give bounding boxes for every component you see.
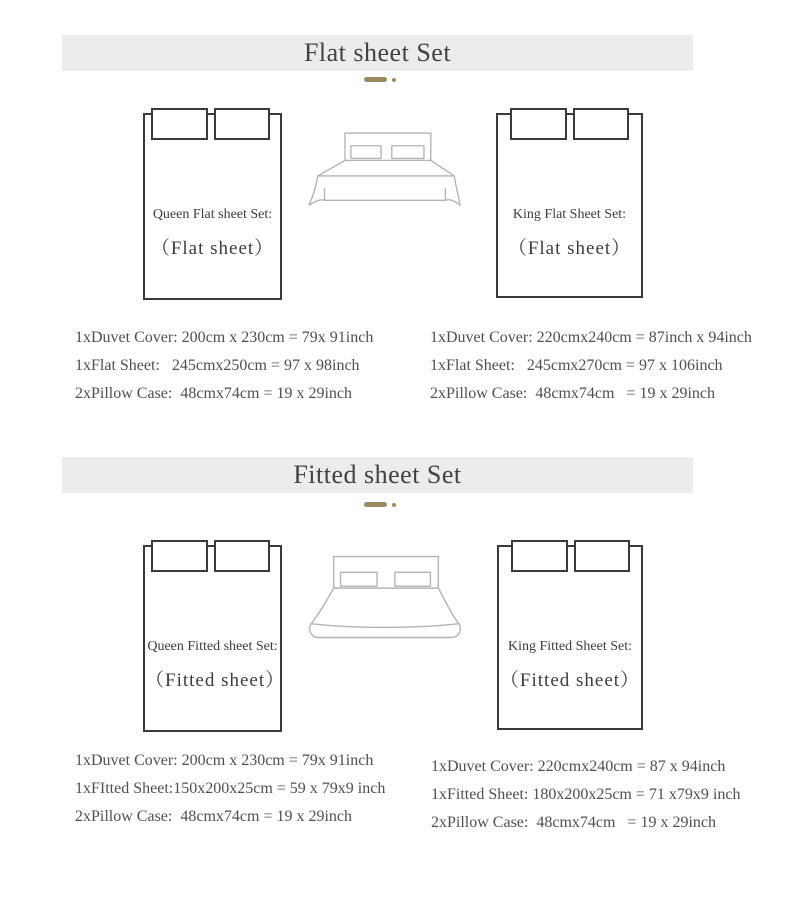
king-fitted-sheet-diagram	[497, 545, 643, 730]
spec-line: 2xPillow Case: 48cmx74cm = 19 x 29inch	[75, 385, 352, 402]
pillow-icon	[574, 540, 630, 572]
ornament-dash-icon	[364, 502, 387, 507]
pillow-icon	[214, 540, 270, 572]
pillow-icon	[151, 540, 208, 572]
queen-flat-sheet-diagram	[143, 113, 282, 300]
queen-fitted-spec-list	[75, 747, 385, 831]
diagram-subtitle: （Flat sheet）	[150, 238, 275, 259]
spec-line: 1xDuvet Cover: 220cmx240cm = 87inch x 94inch	[430, 329, 752, 346]
pillow-icon	[511, 540, 568, 572]
spec-line: 1xFitted Sheet: 180x200x25cm = 71 x79x9 inch	[431, 786, 741, 803]
queen-flat-spec-list	[75, 324, 373, 408]
spec-line: 1xDuvet Cover: 200cm x 230cm = 79x 91inch	[75, 752, 374, 769]
spec-line: 2xPillow Case: 48cmx74cm = 19 x 29inch	[430, 385, 715, 402]
section-title: Flat sheet Set	[303, 38, 452, 67]
pillow-icon	[510, 108, 567, 140]
king-fitted-spec-list	[431, 753, 740, 837]
diagram-subtitle: （Fitted sheet）	[145, 670, 286, 691]
spec-line: 2xPillow Case: 48cmx74cm = 19 x 29inch	[75, 808, 352, 825]
diagram-subtitle: （Fitted sheet）	[499, 670, 641, 691]
header-ornament	[364, 502, 396, 507]
spec-line: 1xFlat Sheet: 245cmx270cm = 97 x 106inch	[430, 357, 723, 374]
ornament-dot-icon	[392, 78, 396, 82]
queen-fitted-sheet-diagram	[143, 545, 286, 732]
fitted-sheet-bed-icon	[306, 552, 464, 644]
spec-line: 1xFItted Sheet:150x200x25cm = 59 x 79x9 inch	[75, 780, 386, 797]
spec-line: 1xDuvet Cover: 220cmx240cm = 87 x 94inch	[431, 758, 726, 775]
spec-line: 1xFlat Sheet: 245cmx250cm = 97 x 98inch	[75, 357, 360, 374]
ornament-dash-icon	[364, 77, 387, 82]
ornament-dot-icon	[392, 503, 396, 507]
section-header-flat-sheet	[62, 35, 693, 71]
diagram-subtitle: （Flat sheet）	[507, 238, 632, 259]
diagram-title: King Flat Sheet Set:	[512, 207, 627, 222]
king-flat-sheet-diagram	[496, 113, 643, 298]
section-header-fitted-sheet	[62, 457, 693, 493]
king-flat-spec-list	[430, 324, 752, 408]
section-title: Fitted sheet Set	[293, 460, 462, 489]
header-ornament	[364, 77, 396, 82]
spec-line: 2xPillow Case: 48cmx74cm = 19 x 29inch	[431, 814, 716, 831]
diagram-title: King Fitted Sheet Set:	[507, 639, 633, 654]
spec-line: 1xDuvet Cover: 200cm x 230cm = 79x 91inch	[75, 329, 374, 346]
flat-sheet-bed-icon	[306, 130, 462, 220]
diagram-title: Queen Flat sheet Set:	[152, 207, 273, 222]
pillow-icon	[151, 108, 208, 140]
pillow-icon	[573, 108, 629, 140]
pillow-icon	[214, 108, 270, 140]
diagram-title: Queen Fitted sheet Set:	[147, 639, 278, 654]
